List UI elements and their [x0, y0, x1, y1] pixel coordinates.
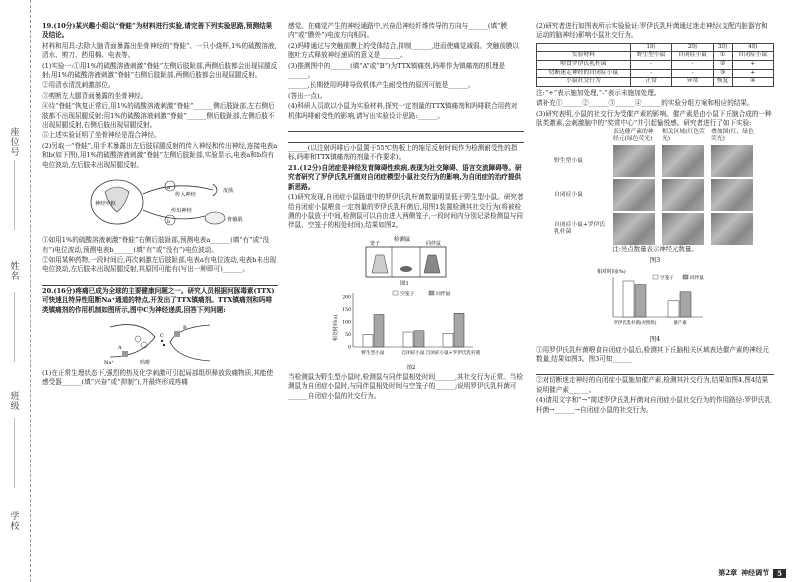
- bar: [680, 292, 691, 317]
- fig2-caption: 图2: [406, 364, 416, 371]
- photo-col-header: 相关区域(红色荧光): [662, 129, 705, 143]
- q21-part2: (2)研究者进行如图表所示实验验证:罗伊氏乳杆菌通过迷走神经(支配内脏器官和运动的脑神经)影响小鼠社交行为。: [536, 22, 768, 40]
- q19-step5: ⑤上述实验证明了坐骨神经是混合神经。: [42, 131, 161, 140]
- micrograph-image: [711, 145, 753, 177]
- q21-part3: (3)研究表明,小鼠的社交行为受催产素的影响。催产素是由小鼠下丘脑合成的一种肽类激素,会刺激脑中的“奖赏中心”并引起愉悦感。研究者进行了如下实验:: [536, 109, 772, 127]
- legend-swatch: [429, 291, 434, 295]
- micrograph-image: [613, 213, 655, 245]
- bar: [443, 333, 453, 347]
- micrograph-image: [613, 145, 655, 177]
- na-label: Na⁺: [104, 359, 114, 366]
- transmitter-c-label: C: [160, 332, 164, 339]
- reflex-arc-diagram: [75, 172, 245, 234]
- fig3-caption: 图3: [649, 255, 661, 264]
- micrograph-image: [613, 179, 655, 211]
- column-1: [42, 22, 278, 389]
- q20-part3-cont: ______,长期使用吗啡导致机体产生耐受性的原因可能是______。: [288, 81, 475, 90]
- answer-line: [42, 276, 278, 286]
- legend-swatch: [683, 275, 688, 279]
- cage-label: 笼子: [370, 240, 381, 247]
- table-cell: +: [732, 69, 773, 78]
- answer-line: [288, 122, 524, 132]
- q20-part4: (4)科研人员欲以小鼠为实验材料,探究一定剂量的TTX镇痛剂和吗啡联合用药对机体吗啡耐受性的影响,请写出实验设计思路:______。: [288, 102, 518, 120]
- photo-col-header: 叠加图(红、绿色荧光): [711, 129, 754, 143]
- table-cell: -: [630, 61, 671, 70]
- table-header-cell: [537, 43, 631, 52]
- micrograph-image: [711, 179, 753, 211]
- test-mouse-label: 检测鼠: [394, 236, 411, 243]
- photo-col-header: 表达催产素的神经元(绿色荧光): [613, 129, 654, 143]
- legend-swatch: [653, 275, 658, 279]
- q21-head: 21.(12分)自闭症是神经发育障碍性疾病,表现为社交障碍、语言交流障碍等。研究者研究了罗伊氏乳杆菌对自闭症模型小鼠社交行为的影响,为自闭症的治疗提供新思路。: [288, 163, 522, 191]
- q19-step1: (1)实验一:①用1%的硫酸溶液刺激“脊蛙”左侧后肢趾部,两侧后肢都会出现屈腿反射;用1%的硫酸溶液刺激“脊蛙”右侧后肢趾部,两侧后肢都会出现屈腿反射。: [42, 61, 278, 80]
- fig2-bar-chart: [331, 289, 481, 371]
- name-label: 姓名: [10, 262, 20, 282]
- q21-part2-task: 请补充①______②______③______④______的实验分组方案和相应的结果。: [536, 99, 754, 108]
- synapse-diagram: [100, 317, 220, 367]
- q19-part2: (2)另取一“脊蛙”,用手术暴露出左后肢屈腿反射的传入神经和传出神经,连接电表a和b(如下图),用1%的硫酸溶液刺激“脊蛙”左侧后肢趾部,实验显示,电表a和b均有电位波动,左后肢未出现屈腿反射。: [42, 141, 278, 169]
- bar: [623, 281, 634, 317]
- q20-part3: (3)推测图中的______(填“A”或“B”)为TTX镇痛剂,吗啡作为镇痛剂的机理是______。: [288, 61, 506, 80]
- table-cell: 小鼠社交行为: [537, 78, 631, 87]
- y-tick-label: 100: [342, 320, 351, 326]
- column-3: [536, 22, 774, 416]
- q20-head: 20.(16分)疼痛已成为全球的主要健康问题之一。研究人员根据河豚毒素(TTX)可快速且特异性阻断Na⁺通道的特点,开发出了TTX镇痛剂。TTX镇痛剂和吗啡类镇痛剂的作用机制如图所示,图中C为神经递质,回答下列问题:: [42, 286, 275, 314]
- fig4-caption: 图4: [649, 335, 661, 344]
- table-cell: 喂食罗伊氏乳杆菌: [537, 61, 631, 70]
- q20-part3-note: (答出一点)。: [288, 91, 327, 100]
- meter-a-label: a: [167, 185, 170, 192]
- table-cell: 自闭症小鼠: [732, 52, 773, 61]
- q20-part2: (2)吗啡通过与突触前膜上的受体结合,抑制______,进而使痛觉减弱。突触前膜以胞吐方式释放神经递质的意义是______。: [288, 41, 520, 60]
- name-line: [14, 292, 15, 362]
- drug-b-label: B: [183, 324, 187, 331]
- q19-step4: ④待“脊蛙”恢复正常后,用1%的硫酸溶液刺激“脊蛙”______侧后肢趾部,左右侧后肢都不出现屈腿反射;用1%的硫酸溶液刺激“脊蛙”______侧后肢趾部,左侧后肢不出现屈腿反射,右侧后肢出现屈腿反射。: [42, 102, 275, 130]
- y-tick-label: 200: [342, 295, 351, 301]
- table-cell: 正常: [630, 78, 671, 87]
- experiment-table: [536, 43, 774, 87]
- x-tick-label: 自闭症小鼠+罗伊氏乳杆菌: [425, 350, 481, 356]
- legend-label: 同伴鼠: [690, 276, 704, 282]
- q21-part1: (1)研究发现,自闭症小鼠肠道中的罗伊氏乳杆菌数量明显低于野生型小鼠。研究者给自闭症小鼠喂食一定剂量的罗伊氏乳杆菌后,用图1装置检测其社交行为(将被检测的小鼠放于中间,检测鼠可以自由进入两侧笼子,一段时间内分别记录检测鼠与同伴鼠、空笼子的相处时间),结果如图2。: [288, 193, 524, 230]
- test-apparatus-figure: [356, 233, 456, 287]
- photo-note: 注:亮点数量表示神经元数量。: [612, 245, 698, 254]
- class-line: [14, 418, 15, 488]
- legend-label: 同伴鼠: [436, 291, 451, 297]
- seat-line: [14, 160, 15, 230]
- school-label: 学校: [10, 512, 20, 532]
- micrograph-image: [662, 145, 704, 177]
- q19-materials: 材料和用具:去除大脑背面暴露出坐骨神经的“脊蛙”、一只小烧杯,1%的硫酸溶液,清水、剪刀、药用棉、电表等。: [42, 41, 277, 60]
- table-cell: 异常: [672, 78, 713, 87]
- q20-part4-note: ______(以注射吗啡后小鼠置于55℃热板上的缩足反射时间作为检测耐受性的指标,吗啡和TTX镇痛剂的剂量不作要求)。: [288, 144, 518, 162]
- chapter-title: 神经调节: [741, 568, 770, 577]
- y-tick-label: 50: [345, 332, 351, 338]
- bar: [403, 332, 413, 347]
- q21-part4: (4)请用文字和“→”简述罗伊氏乳杆菌对自闭症小鼠社交行为的作用路径:罗伊氏乳杆菌→______→自闭症小鼠的社交行为。: [536, 396, 771, 414]
- x-tick-label: 罗伊氏乳杆菌(对照组): [613, 321, 657, 327]
- micrograph-image: [662, 179, 704, 211]
- table-header-cell: 2组: [672, 43, 713, 52]
- table-cell: ④: [732, 78, 773, 87]
- bar: [454, 313, 464, 347]
- efferent-label: 传出神经: [171, 208, 192, 215]
- center-label: 神经中枢: [95, 201, 116, 208]
- fluorescence-photo-grid: [554, 129, 774, 245]
- fig1-caption: 图1: [400, 280, 409, 287]
- x-tick-label: 催产素: [673, 321, 687, 327]
- y-tick-label: 150: [342, 307, 351, 313]
- q21-result: 当检测鼠为野生型小鼠时,检测鼠与同伴鼠相处时间______,其社交行为正常。当检测鼠为自闭症小鼠时,与同伴鼠相处时间与空笼子的______;说明罗伊氏乳杆菌可______自闭症小鼠的社交行为。: [288, 372, 523, 400]
- drug-a-label: A: [118, 344, 122, 351]
- seat-label: 座位号: [10, 128, 20, 158]
- partner-mouse-label: 同伴鼠: [426, 240, 442, 247]
- q21-part3-1: ①用罗伊氏乳杆菌喂食自闭症小鼠后,检测其下丘脑相关区域表达催产素的神经元数量,结果如图3。图3可知______: [536, 345, 769, 364]
- x-tick-label: 自闭症小鼠: [401, 350, 425, 356]
- q19-step2: ②用清水清洗刺激部位。: [42, 81, 115, 90]
- fig2-y-axis-label: 相处时间(s): [333, 314, 339, 341]
- fig4-y-axis-label: 相对时间(%): [597, 269, 626, 276]
- table-cell: +: [732, 61, 773, 70]
- table-row: [537, 78, 774, 87]
- q20-part1: (1)在正常生理状态下,强烈的热及化学刺激可引起局部组织释放致痛物质,其能使感受器______(填“兴奋”或“抑制”),并最终形成疼痛: [42, 368, 274, 387]
- table-cell: -: [672, 61, 713, 70]
- q20-part1-cont: 感觉。在痛觉产生的神经通路中,兴奋沿神经纤维传导的方向与______(填“膜内”或“膜外”)电流方向相同。: [288, 22, 508, 40]
- table-header-cell: 1组: [630, 43, 671, 52]
- bar: [414, 330, 424, 346]
- q19-part2-1: ①如用1%的硫酸溶液刺激“脊蛙”右侧后肢趾部,预测电表a______(填“有”或“没有”)电位波动,预测电表b______(填“有”或“没有”)电位波动。: [42, 236, 270, 254]
- skin-label: 皮肤: [223, 188, 234, 195]
- table-cell: 切断迷走神经的自闭症小鼠: [537, 69, 631, 78]
- table-header-cell: 4组: [732, 43, 773, 52]
- class-label: 班级: [10, 392, 20, 412]
- legend-swatch: [393, 291, 398, 295]
- page-number: 5: [773, 569, 786, 578]
- morphine-label: 吗啡: [140, 359, 151, 366]
- table-row: [537, 52, 774, 61]
- column-2: [288, 22, 524, 402]
- page-footer: [718, 568, 786, 578]
- fig4-bar-chart: [595, 267, 715, 333]
- bar: [635, 285, 646, 317]
- photo-row-label: 野生型小鼠: [554, 157, 583, 164]
- q19-step3: ③剪断左大腿背面暴露的坐骨神经。: [42, 91, 148, 100]
- photo-row-label: 自闭症小鼠: [554, 191, 583, 198]
- meter-b-label: b: [167, 219, 171, 226]
- muscle-label: 骨骼肌: [227, 217, 243, 224]
- photo-row-label: 自闭症小鼠+罗伊氏乳杆菌: [554, 222, 606, 236]
- table-cell: -: [672, 69, 713, 78]
- table-cell: 恢复: [713, 78, 732, 87]
- table-note: 注:“+”表示施加处理,“-”表示未施加处理。: [536, 88, 661, 97]
- binding-margin: [0, 0, 31, 582]
- table-row: [537, 69, 774, 78]
- y-tick-label: 0: [348, 345, 351, 351]
- table-cell: ②: [713, 61, 732, 70]
- micrograph-image: [662, 213, 704, 245]
- chapter-label: 第2章: [718, 568, 738, 577]
- table-cell: 自闭症小鼠: [672, 52, 713, 61]
- bar: [668, 301, 679, 317]
- answer-line: [288, 133, 524, 143]
- table-cell: ③: [713, 69, 732, 78]
- bar: [374, 314, 384, 347]
- bar: [363, 334, 373, 347]
- answer-line: [536, 365, 774, 375]
- micrograph-image: [711, 213, 753, 245]
- afferent-label: 传入神经: [175, 192, 196, 199]
- legend-label: 空笼子: [660, 276, 674, 282]
- legend-label: 空笼子: [400, 291, 415, 297]
- q19-head: 19.(10分)某兴趣小组以“脊蛙”为材料进行实验,请完善下列实验思路,预测结果及结论。: [42, 22, 273, 40]
- table-row: [537, 61, 774, 70]
- q21-part3-2: ②对切断迷走神经的自闭症小鼠施加催产素,检测其社交行为,结果如图4,图4结果说明催产素______。: [536, 376, 769, 394]
- table-header-cell: 3组: [713, 43, 732, 52]
- table-cell: 实验材料: [537, 52, 631, 61]
- table-cell: -: [630, 69, 671, 78]
- q19-part2-2: ②如用某种药物,一段时间后,再次刺激左后肢趾部,电表a有电位波动,电表b未出现电位波动,左后肢未出现屈腿反射,其原因可能有(写出一种即可)______。: [42, 255, 277, 274]
- x-tick-label: 野生型小鼠: [361, 350, 385, 356]
- table-cell: 野生型小鼠: [630, 52, 671, 61]
- table-cell: ①: [713, 52, 732, 61]
